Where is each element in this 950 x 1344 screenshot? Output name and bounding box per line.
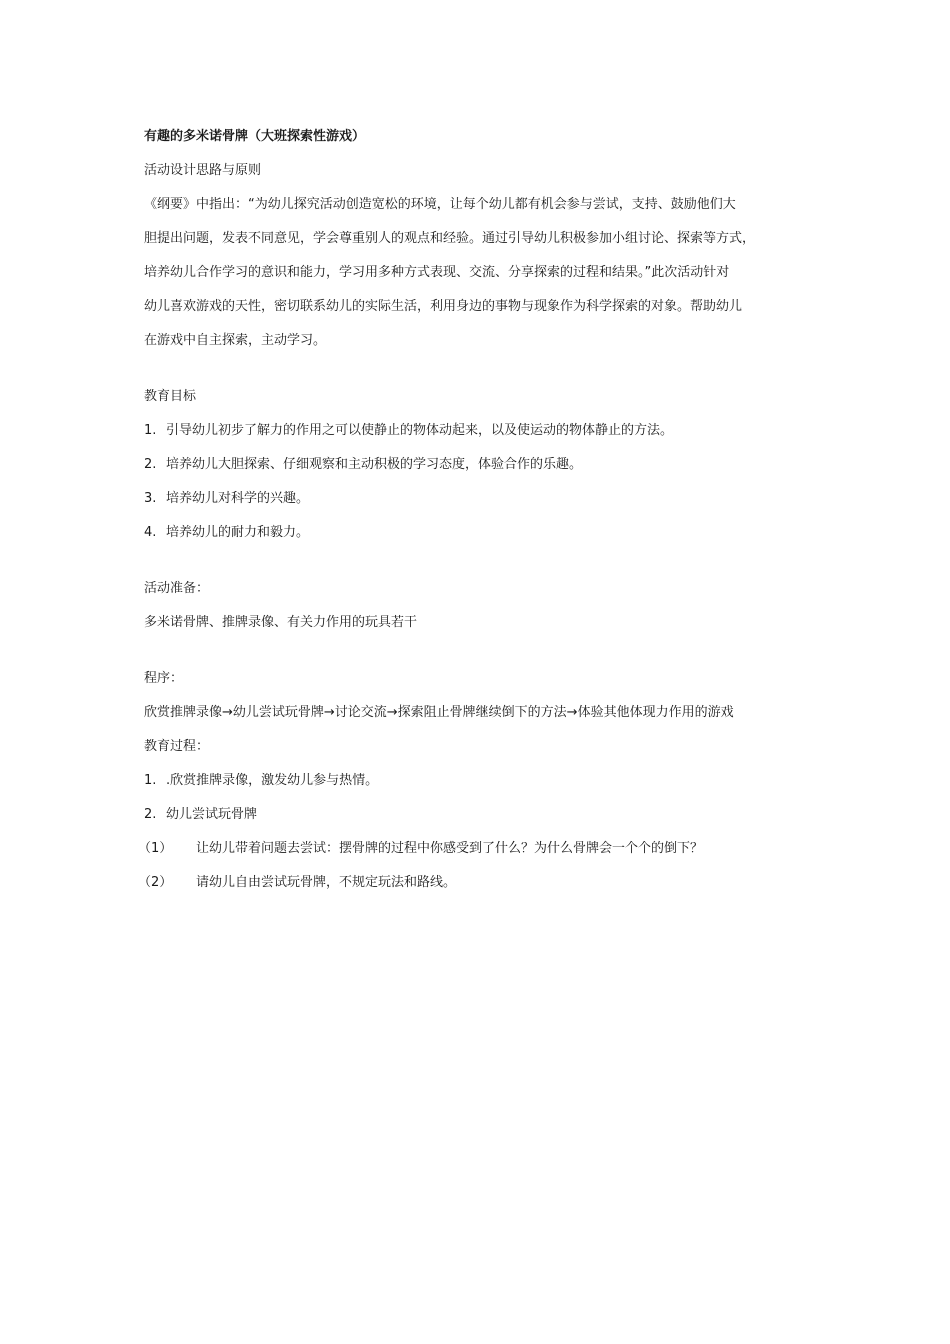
goal-number: 1. [144, 423, 157, 438]
document-page [138, 120, 816, 900]
goal-text: 培养幼儿大胆探索、仔细观察和主动积极的学习态度，体验合作的乐趣。 [166, 457, 583, 472]
procedure-heading: 程序： [144, 671, 184, 686]
design-line: 胆提出问题，发表不同意见，学会尊重别人的观点和经验。通过引导幼儿积极参加小组讨论、探索等方式， [144, 231, 756, 246]
design-line: 幼儿喜欢游戏的天性，密切联系幼儿的实际生活，利用身边的事物与现象作为科学探索的对象。帮助幼儿 [144, 299, 743, 314]
prep-text: 多米诺骨牌、推牌录像、有关力作用的玩具若干 [144, 615, 418, 630]
goal-text: 培养幼儿对科学的兴趣。 [166, 491, 310, 506]
goal-item [144, 448, 816, 482]
process-subitem [138, 866, 816, 900]
design-heading: 活动设计思路与原则 [144, 163, 262, 178]
process-item [144, 798, 816, 832]
goal-text: 培养幼儿的耐力和毅力。 [166, 525, 310, 540]
design-line: 《纲要》中指出：“为幼儿探究活动创造宽松的环境，让每个幼儿都有机会参与尝试，支持、鼓励他们大 [144, 197, 736, 212]
design-line: 在游戏中自主探索，主动学习。 [144, 333, 327, 348]
design-line: 培养幼儿合作学习的意识和能力，学习用多种方式表现、交流、分享探索的过程和结果。”此次活动针对 [144, 265, 730, 280]
design-paragraph [144, 188, 816, 358]
goal-number: 2. [144, 457, 157, 472]
document-title: 有趣的多米诺骨牌（大班探索性游戏） [144, 129, 366, 144]
process-heading: 教育过程： [144, 739, 210, 754]
process-number: 1. [144, 773, 157, 788]
goal-number: 3. [144, 491, 157, 506]
process-text: .欣赏推牌录像，激发幼儿参与热情。 [166, 773, 379, 788]
subitem-text: 请幼儿自由尝试玩骨牌，不规定玩法和路线。 [196, 875, 457, 890]
subitem-text: 让幼儿带着问题去尝试：摆骨牌的过程中你感受到了什么？为什么骨牌会一个个的倒下？ [196, 841, 704, 856]
goals-heading: 教育目标 [144, 389, 197, 404]
goal-item [144, 516, 816, 550]
goal-text: 引导幼儿初步了解力的作用之可以使静止的物体动起来，以及使运动的物体静止的方法。 [166, 423, 674, 438]
process-subitem [138, 832, 816, 866]
subitem-number: （1） [138, 841, 173, 856]
goal-item [144, 482, 816, 516]
procedure-text: 欣赏推牌录像→幼儿尝试玩骨牌→讨论交流→探索阻止骨牌继续倒下的方法→体验其他体现力作用的游戏 [144, 705, 734, 720]
subitem-number: （2） [138, 875, 173, 890]
goal-item [144, 414, 816, 448]
process-item [144, 764, 816, 798]
process-text: 幼儿尝试玩骨牌 [166, 807, 258, 822]
goal-number: 4. [144, 525, 157, 540]
process-number: 2. [144, 807, 157, 822]
prep-heading: 活动准备： [144, 581, 210, 596]
